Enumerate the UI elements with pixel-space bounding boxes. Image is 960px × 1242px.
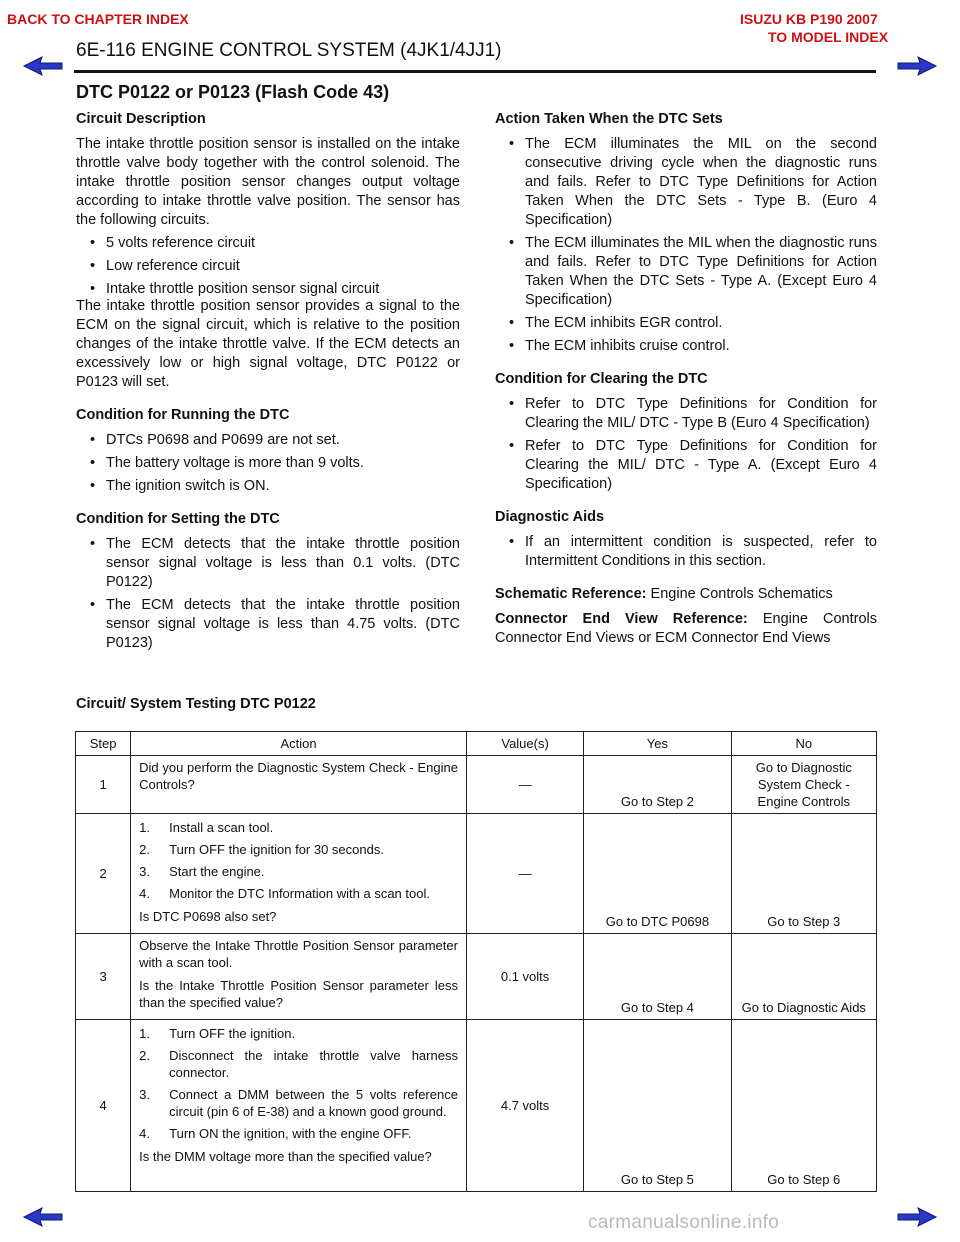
substep-list [139, 819, 458, 902]
back-to-chapter-index-link[interactable]: BACK TO CHAPTER INDEX [7, 11, 189, 27]
step-number: 3 [76, 934, 131, 1020]
next-page-bottom-arrow-icon[interactable] [896, 1206, 938, 1228]
step-no: Go to Diagnostic Aids [731, 934, 876, 1020]
substep: 4. Monitor the DTC Information with a scan tool. [139, 886, 430, 901]
connector-reference-label: Connector End View Reference: [495, 611, 748, 627]
connector-reference-value: Engine Controls Connector End Views or ECM Connector End Views [495, 611, 878, 646]
action-taken-list [495, 135, 877, 356]
list-item: • The ECM detects that the intake throttle position sensor signal voltage is less than 4.75 volts. (DTC P0123) [76, 596, 460, 653]
running-condition-list [76, 431, 460, 496]
table-title: Circuit/ System Testing DTC P0122 [76, 696, 316, 712]
circuit-description-intro: The intake throttle position sensor is installed on the intake throttle valve body together with the control solenoid. The intake throttle position sensor changes output voltage according to intake throttle valve position. The sensor has the following circuits. [76, 136, 460, 228]
circuit-description-heading: Circuit Description [76, 111, 206, 127]
right-column [495, 110, 877, 654]
substep: 1. Turn OFF the ignition. [139, 1026, 296, 1041]
step-question: Is the Intake Throttle Position Sensor parameter less than the specified value? [139, 978, 458, 1010]
setting-condition-heading: Condition for Setting the DTC [76, 511, 280, 527]
step-yes: Go to Step 2 [584, 756, 731, 814]
list-item: • The ECM detects that the intake throttle position sensor signal voltage is less than 0.1 volts. (DTC P0122) [76, 535, 460, 592]
to-model-index-link[interactable]: TO MODEL INDEX [768, 29, 889, 45]
step-action [131, 934, 467, 1020]
step-action [131, 1020, 467, 1192]
watermark: carmanualsonline.info [588, 1212, 780, 1233]
previous-page-arrow-icon[interactable] [22, 55, 64, 77]
substep-text: Monitor the DTC Information with a scan tool. [169, 886, 430, 901]
setting-condition-list [76, 535, 460, 653]
step-yes: Go to Step 4 [584, 934, 731, 1020]
previous-page-bottom-arrow-icon[interactable] [22, 1206, 64, 1228]
list-item: • If an intermittent condition is suspected, refer to Intermittent Conditions in this section. [495, 533, 877, 571]
column-header-step: Step [76, 732, 131, 756]
substep: 1. Install a scan tool. [139, 820, 274, 835]
table-row [76, 934, 877, 1020]
substep: 2. Turn OFF the ignition for 30 seconds. [139, 842, 384, 857]
diagnostic-steps-table [75, 731, 877, 1192]
substep-text: Start the engine. [169, 864, 265, 879]
substep: 4. Turn ON the ignition, with the engine OFF. [139, 1126, 412, 1141]
step-value: — [466, 756, 583, 814]
substep: 3. Connect a DMM between the 5 volts reference circuit (pin 6 of E-38) and a known good ground. [139, 1087, 458, 1119]
substep-text: Turn ON the ignition, with the engine OFF. [169, 1126, 412, 1141]
schematic-reference-value: Engine Controls Schematics [650, 586, 833, 602]
step-number: 1 [76, 756, 131, 814]
substep-text: Turn OFF the ignition for 30 seconds. [169, 842, 384, 857]
list-item: • The ECM inhibits EGR control. [495, 314, 877, 333]
next-page-arrow-icon[interactable] [896, 55, 938, 77]
list-item: • Refer to DTC Type Definitions for Condition for Clearing the MIL/ DTC - Type B (Euro 4 Specification) [495, 395, 877, 433]
step-value: 0.1 volts [466, 934, 583, 1020]
model-title: ISUZU KB P190 2007 [740, 11, 878, 27]
column-header-yes: Yes [584, 732, 731, 756]
list-item: • The ignition switch is ON. [76, 477, 460, 496]
list-item: • The battery voltage is more than 9 volts. [76, 454, 460, 473]
table-row [76, 756, 877, 814]
step-value: — [466, 814, 583, 934]
substep-text: Disconnect the intake throttle valve harness connector. [169, 1048, 458, 1080]
substep: 2. Disconnect the intake throttle valve harness connector. [139, 1048, 458, 1080]
table-row [76, 814, 877, 934]
substep-text: Connect a DMM between the 5 volts reference circuit (pin 6 of E-38) and a known good ground. [169, 1087, 458, 1119]
circuit-description-body: The intake throttle position sensor provides a signal to the ECM on the signal circuit, which is relative to the position changes of the intake throttle valve. If the ECM detects an excessively low or high signal voltage, DTC P0122 or P0123 will set. [76, 298, 460, 390]
step-no: Go to Diagnostic System Check - Engine Controls [731, 756, 876, 814]
running-condition-heading: Condition for Running the DTC [76, 407, 290, 423]
column-header-no: No [731, 732, 876, 756]
step-action: Did you perform the Diagnostic System Check - Engine Controls? [131, 756, 467, 814]
connector-reference [495, 610, 877, 648]
list-item: • The ECM illuminates the MIL when the diagnostic runs and fails. Refer to DTC Type Definitions for Action Taken When the DTC Sets - Type A. (Except Euro 4 Specification) [495, 234, 877, 310]
list-item: • The ECM illuminates the MIL on the second consecutive driving cycle when the diagnostic runs and fails. Refer to DTC Type Definitions for Action Taken When the DTC Sets - Type B. (Euro 4 Specification) [495, 135, 877, 230]
list-item: • Intake throttle position sensor signal circuit [76, 280, 460, 299]
step-no: Go to Step 6 [731, 1020, 876, 1192]
dtc-title: DTC P0122 or P0123 (Flash Code 43) [76, 82, 390, 102]
left-column [76, 110, 460, 657]
clearing-condition-heading: Condition for Clearing the DTC [495, 371, 708, 387]
schematic-reference [495, 585, 877, 604]
list-item: • The ECM inhibits cruise control. [495, 337, 877, 356]
step-action [131, 814, 467, 934]
substep: 3. Start the engine. [139, 864, 265, 879]
substep-list [139, 1025, 458, 1142]
step-text: Observe the Intake Throttle Position Sensor parameter with a scan tool. [139, 938, 458, 970]
schematic-reference-label: Schematic Reference: [495, 586, 647, 602]
step-no: Go to Step 3 [731, 814, 876, 934]
step-value: 4.7 volts [466, 1020, 583, 1192]
diagnostic-aids-heading: Diagnostic Aids [495, 509, 605, 525]
column-header-action: Action [131, 732, 467, 756]
table-header-row [76, 732, 877, 756]
step-number: 4 [76, 1020, 131, 1192]
step-question: Is DTC P0698 also set? [139, 909, 277, 924]
step-yes: Go to Step 5 [584, 1020, 731, 1192]
substep-text: Install a scan tool. [169, 820, 274, 835]
list-item: • 5 volts reference circuit [76, 234, 460, 253]
circuit-list [76, 234, 460, 299]
column-header-values: Value(s) [466, 732, 583, 756]
header-divider [74, 70, 876, 73]
page-header-title: 6E-116 ENGINE CONTROL SYSTEM (4JK1/4JJ1) [76, 40, 502, 61]
list-item: • Refer to DTC Type Definitions for Condition for Clearing the MIL/ DTC - Type A. (Except Euro 4 Specification) [495, 437, 877, 494]
step-question: Is the DMM voltage more than the specified value? [139, 1149, 432, 1164]
list-item: • DTCs P0698 and P0699 are not set. [76, 431, 460, 450]
list-item: • Low reference circuit [76, 257, 460, 276]
clearing-condition-list [495, 395, 877, 494]
diagnostic-aids-list [495, 533, 877, 571]
substep-text: Turn OFF the ignition. [169, 1026, 296, 1041]
table-row [76, 1020, 877, 1192]
step-yes: Go to DTC P0698 [584, 814, 731, 934]
step-number: 2 [76, 814, 131, 934]
action-taken-heading: Action Taken When the DTC Sets [495, 111, 723, 127]
